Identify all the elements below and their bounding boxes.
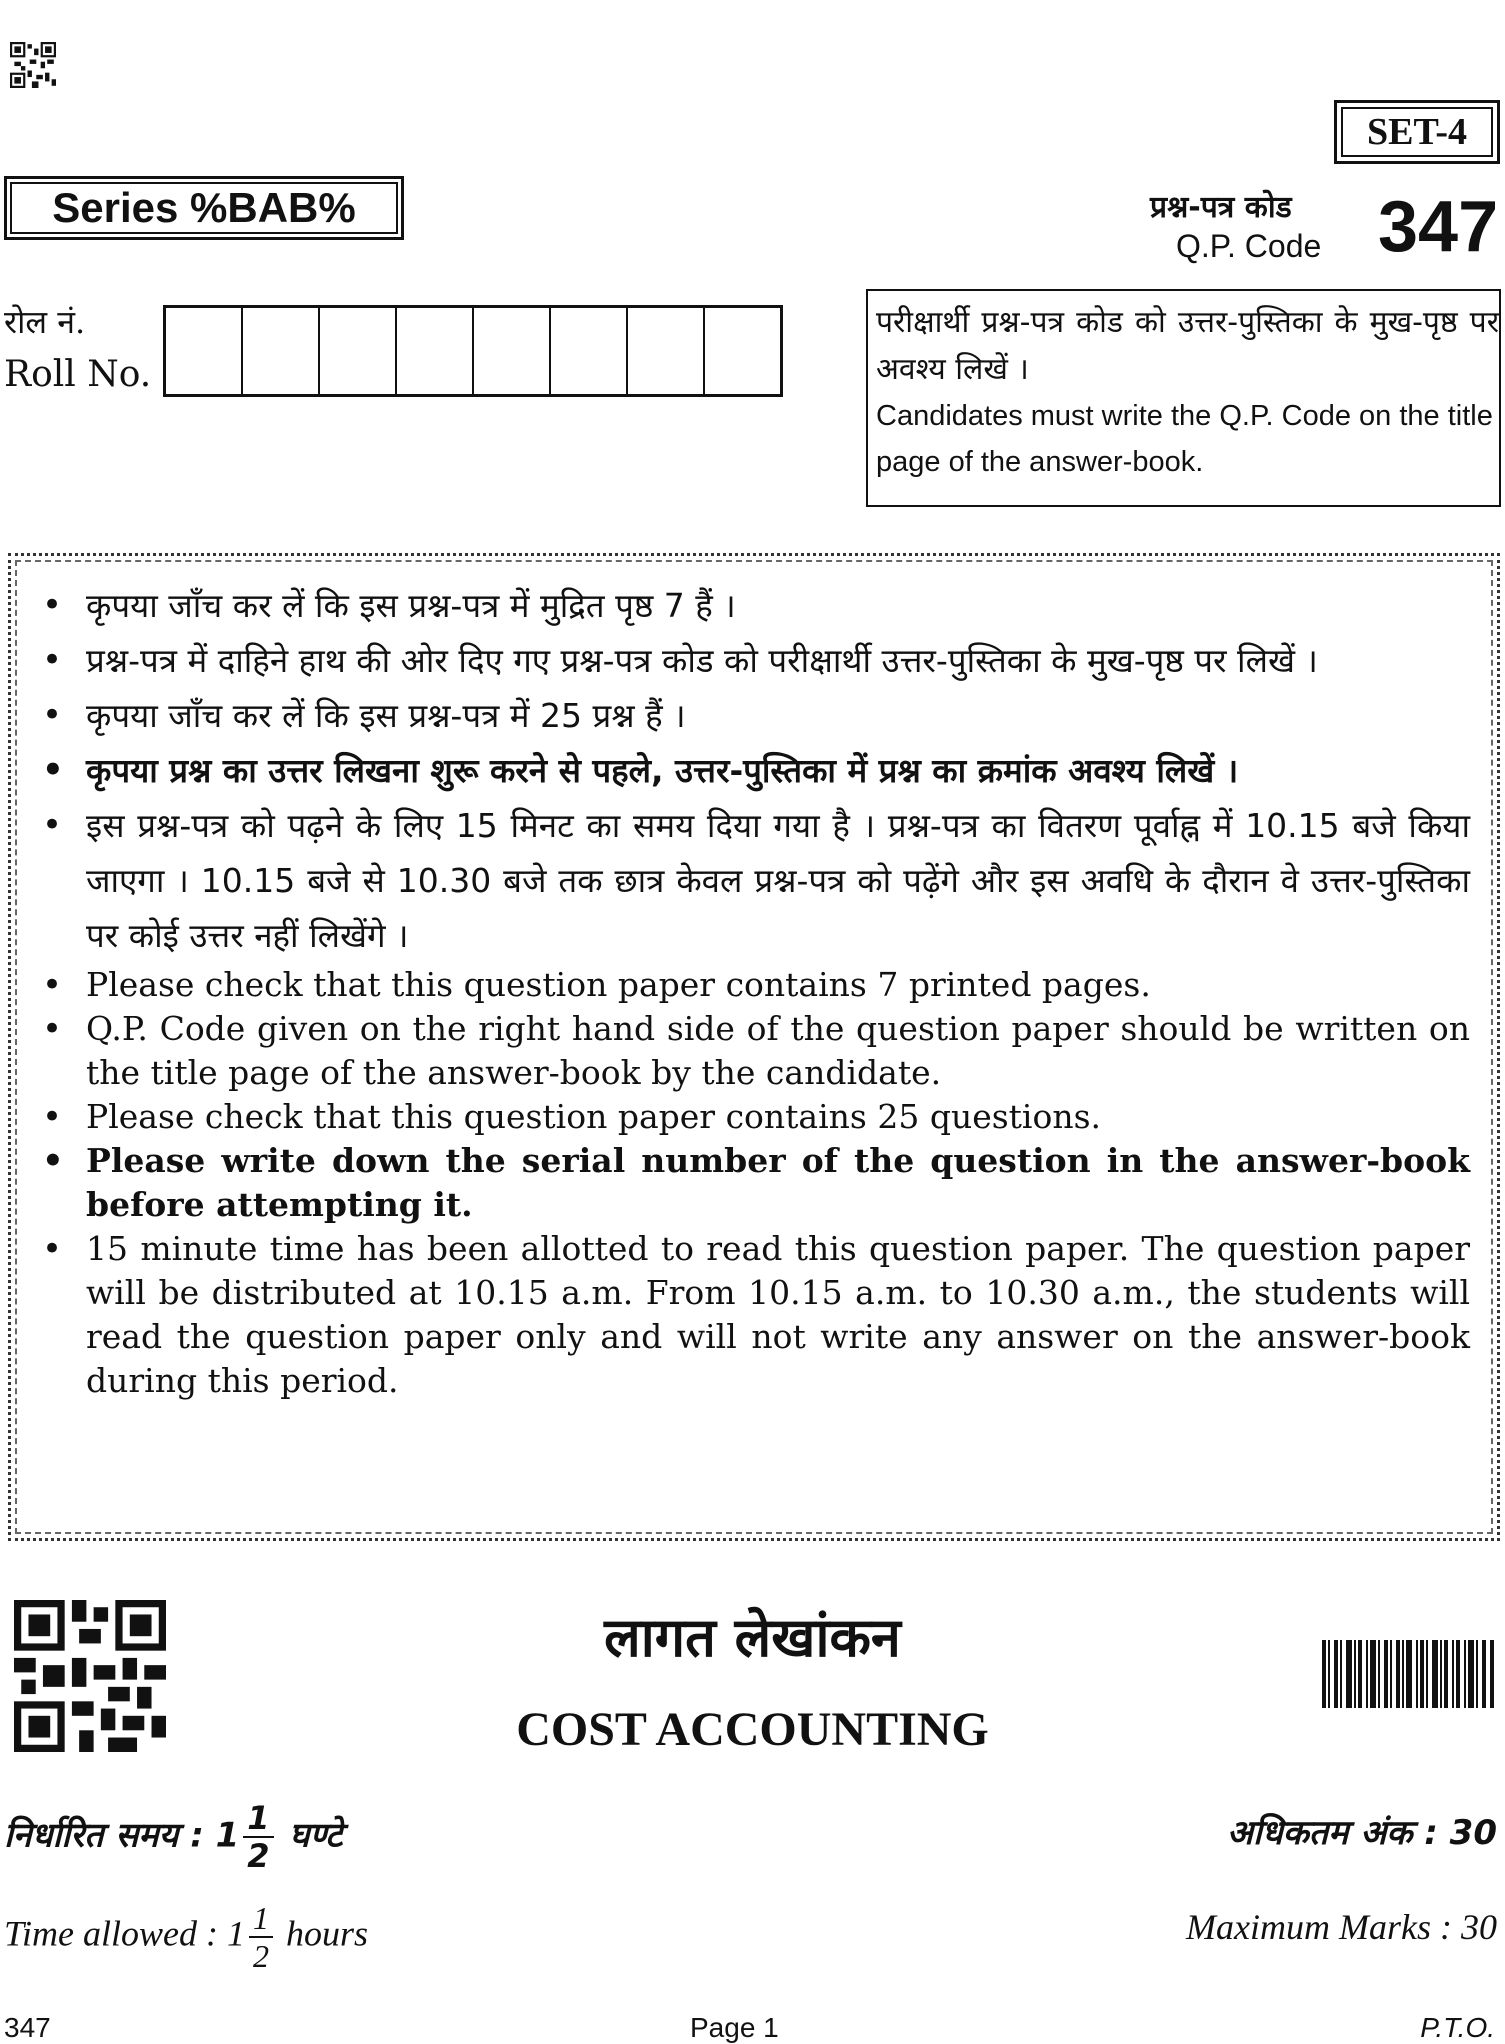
instruction-hindi-3: • कृपया जाँच कर लें कि इस प्रश्न-पत्र में 25 प्रश्न हैं । (36, 688, 1470, 743)
qp-code-label-hindi: प्रश्न-पत्र कोड (1150, 190, 1292, 225)
instruction-english-1: • Please check that this question paper contains 7 printed pages. (36, 963, 1470, 1007)
roll-number-boxes[interactable] (163, 305, 783, 397)
instruction-english-3: • Please check that this question paper contains 25 questions. (36, 1095, 1470, 1139)
candidate-note-hindi: परीक्षार्थी प्रश्न-पत्र कोड को उत्तर-पुस्तिका के मुख-पृष्ठ पर अवश्य लिखें । (876, 305, 1499, 387)
instruction-hindi-4: • कृपया प्रश्न का उत्तर लिखना शुरू करने से पहले, उत्तर-पुस्तिका में प्रश्न का क्रमांक अवश्य लिखें । (36, 743, 1470, 798)
time-english-prefix: Time allowed : 1 (4, 1913, 245, 1954)
fraction-denominator: 2 (247, 1837, 270, 1875)
time-hindi-prefix: निर्धारित समय : 1 (4, 1815, 240, 1856)
time-english-suffix: hours (286, 1913, 369, 1954)
roll-digit-box[interactable] (320, 308, 397, 394)
roll-digit-box[interactable] (705, 308, 780, 394)
instruction-english-2: • Q.P. Code given on the right hand side of the question paper should be written on the title page of the answer-book by the candidate. (36, 1007, 1470, 1095)
candidate-note-english: Candidates must write the Q.P. Code on the title page of the answer-book. (876, 400, 1493, 478)
instruction-hindi-2: • प्रश्न-पत्र में दाहिने हाथ की ओर दिए गए प्रश्न-पत्र कोड को परीक्षार्थी उत्तर-पुस्तिका के मुख-पृष्ठ पर लिखें । (36, 633, 1470, 688)
roll-label-english: Roll No. (4, 354, 152, 395)
footer-page-number: Page 1 (690, 2012, 779, 2043)
fraction-numerator: 1 (249, 1900, 273, 1938)
time-allowed-english (4, 1900, 368, 1974)
footer-code: 347 (4, 2012, 51, 2043)
set-label: SET-4 (1334, 100, 1500, 164)
time-fraction (243, 1800, 273, 1874)
roll-digit-box[interactable] (243, 308, 320, 394)
qp-code-value: 347 (1378, 187, 1499, 267)
subject-title-hindi: लागत लेखांकन (604, 1606, 901, 1669)
footer-pto: P.T.O. (1420, 2012, 1495, 2043)
roll-digit-box[interactable] (474, 308, 551, 394)
qp-code-label-english: Q.P. Code (1176, 228, 1322, 264)
fraction-denominator: 2 (253, 1938, 269, 1974)
instructions (36, 578, 1470, 1403)
candidate-note-box (866, 289, 1501, 507)
fraction-numerator: 1 (243, 1800, 273, 1838)
roll-digit-box[interactable] (551, 308, 628, 394)
series-label: Series %BAB% (4, 176, 404, 240)
maximum-marks-hindi: अधिकतम अंक : 30 (1226, 1813, 1497, 1853)
subject-title-english: COST ACCOUNTING (516, 1703, 989, 1756)
roll-digit-box[interactable] (397, 308, 474, 394)
roll-digit-box[interactable] (628, 308, 705, 394)
time-fraction (249, 1900, 273, 1974)
time-allowed-hindi (4, 1800, 342, 1874)
time-hindi-suffix: घण्टे (289, 1815, 343, 1856)
roll-label-hindi: रोल नं. (4, 303, 86, 341)
maximum-marks-english: Maximum Marks : 30 (1186, 1907, 1497, 1947)
instruction-english-4: • Please write down the serial number of the question in the answer-book before attempting it. (36, 1139, 1470, 1227)
instruction-hindi-1: • कृपया जाँच कर लें कि इस प्रश्न-पत्र में मुद्रित पृष्ठ 7 हैं । (36, 578, 1470, 633)
qr-code-small-icon (10, 42, 56, 88)
roll-digit-box[interactable] (166, 308, 243, 394)
instruction-hindi-5: • इस प्रश्न-पत्र को पढ़ने के लिए 15 मिनट का समय दिया गया है । प्रश्न-पत्र का वितरण पूर्वाह्न में 10.15 बजे किया जाएगा । 10.15 बजे से 10.30 बजे तक छात्र केवल प्रश्न-पत्र को पढ़ेंगे और इस अवधि के दौरान वे उत्तर-पुस्तिका पर कोई उत्तर नहीं लिखेंगे । (36, 798, 1470, 963)
instruction-english-5: • 15 minute time has been allotted to read this question paper. The question paper will be distributed at 10.15 a.m. From 10.15 a.m. to 10.30 a.m., the students will read the question paper only and will not write any answer on the answer-book during this period. (36, 1227, 1470, 1403)
